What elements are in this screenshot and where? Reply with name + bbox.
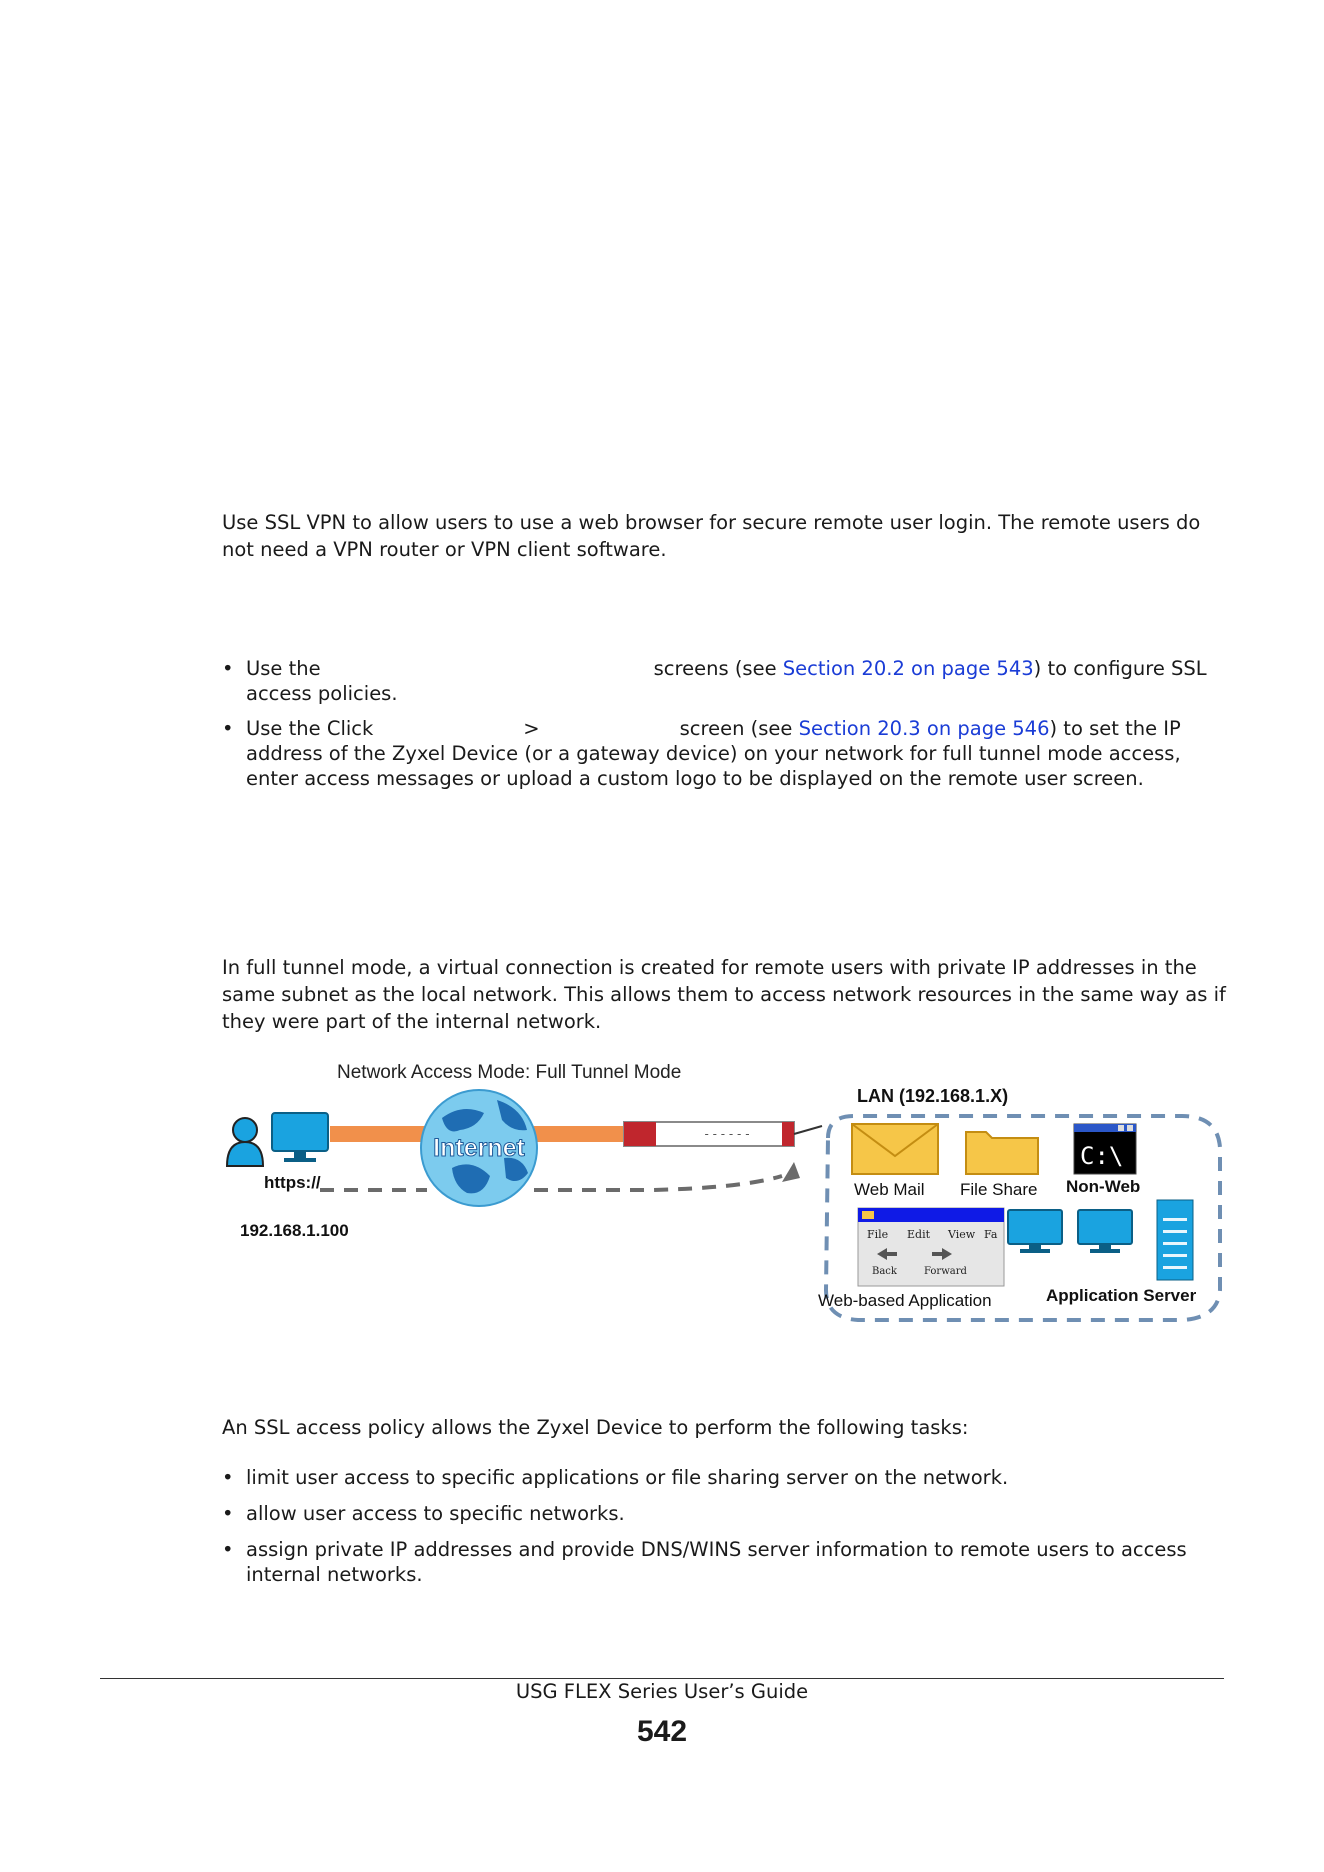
bullet-dot: • <box>222 1538 234 1561</box>
bullet-2-prefix: Use the Click <box>246 717 374 740</box>
browser-menu-edit: Edit <box>907 1228 931 1241</box>
internet-label: Internet <box>433 1134 525 1162</box>
browser-menu-favorites: Fa <box>984 1228 998 1241</box>
section-20-3-link[interactable]: Section 20.3 on page 546 <box>798 717 1050 740</box>
bullet-1-screens-text: screens (see <box>653 657 783 680</box>
diagram-title: Network Access Mode: Full Tunnel Mode <box>337 1062 682 1083</box>
application-server-label: Application Server <box>1046 1286 1197 1305</box>
tunnel-segment-right <box>534 1126 624 1142</box>
browser-menu-file: File <box>867 1228 889 1241</box>
policy-item-text: assign private IP addresses and provide DNS/WINS server information to remote users to access internal networks. <box>246 1538 1187 1586</box>
command-prompt-text: C:\ <box>1080 1142 1124 1170</box>
bullet-2-screen-text: screen (see <box>679 717 799 740</box>
section-20-2-link[interactable]: Section 20.2 on page 543 <box>782 657 1034 680</box>
client-ip-label: 192.168.1.100 <box>240 1221 349 1240</box>
page-number: 542 <box>636 1715 688 1748</box>
browser-menu-view: View <box>948 1228 976 1241</box>
bullet-dot: • <box>222 657 234 680</box>
lan-label: LAN (192.168.1.X) <box>857 1086 1009 1106</box>
browser-forward-label: Forward <box>924 1266 967 1277</box>
tunnel-arrow-icon <box>782 1162 800 1182</box>
server-monitor-1-icon <box>1008 1210 1062 1253</box>
footer-guide-title: USG FLEX Series User’s Guide <box>515 1680 809 1703</box>
zyxel-device-icon <box>624 1122 794 1146</box>
server-monitor-2-icon <box>1078 1210 1132 1253</box>
non-web-label: Non-Web <box>1066 1177 1141 1196</box>
dashed-path-right <box>534 1176 782 1190</box>
full-tunnel-diagram <box>222 1058 1234 1323</box>
policy-item-text: allow user access to specific networks. <box>246 1502 625 1525</box>
bullet-1-suffix: ) to configure SSL access policies. <box>246 657 1207 705</box>
intro-paragraph: Use SSL VPN to allow users to use a web browser for secure remote user login. The remote users do not need a VPN router or VPN client software. <box>222 511 1201 561</box>
svg-text:- - - - - -: - - - - - - <box>704 1127 750 1141</box>
browser-back-label: Back <box>872 1266 897 1277</box>
client-monitor-icon <box>272 1113 328 1162</box>
mail-envelope-icon <box>852 1124 938 1174</box>
tunnel-segment-left <box>330 1126 425 1142</box>
bullet-1-prefix: Use the <box>246 657 321 680</box>
remote-user-icon <box>227 1118 263 1166</box>
bullet-2-separator: > <box>523 717 540 740</box>
server-tower-icon <box>1157 1200 1193 1280</box>
bullet-dot: • <box>222 717 234 740</box>
bullet-dot: • <box>222 1466 234 1489</box>
device-lan-link <box>794 1126 822 1134</box>
web-mail-label: Web Mail <box>854 1180 925 1199</box>
full-tunnel-diagram-svg <box>222 1058 1234 1323</box>
full-tunnel-paragraph: In full tunnel mode, a virtual connection is created for remote users with private IP addresses in the same subnet as the local network. This allows them to access network resources in the same way as if they were part of the internal network. <box>222 956 1226 1033</box>
policy-intro: An SSL access policy allows the Zyxel Device to perform the following tasks: <box>222 1416 969 1439</box>
bullet-dot: • <box>222 1502 234 1525</box>
web-app-label: Web-based Application <box>818 1291 992 1310</box>
policy-item-text: limit user access to specific applications or file sharing server on the network. <box>246 1466 1009 1489</box>
folder-icon <box>966 1132 1038 1174</box>
file-share-label: File Share <box>960 1180 1038 1199</box>
bullet-2-suffix: ) to set the IP address of the Zyxel Device (or a gateway device) on your network for full tunnel mode access, enter access messages or upload a custom logo to be displayed on the remote user screen. <box>246 717 1181 790</box>
https-label: https:// <box>264 1173 321 1192</box>
